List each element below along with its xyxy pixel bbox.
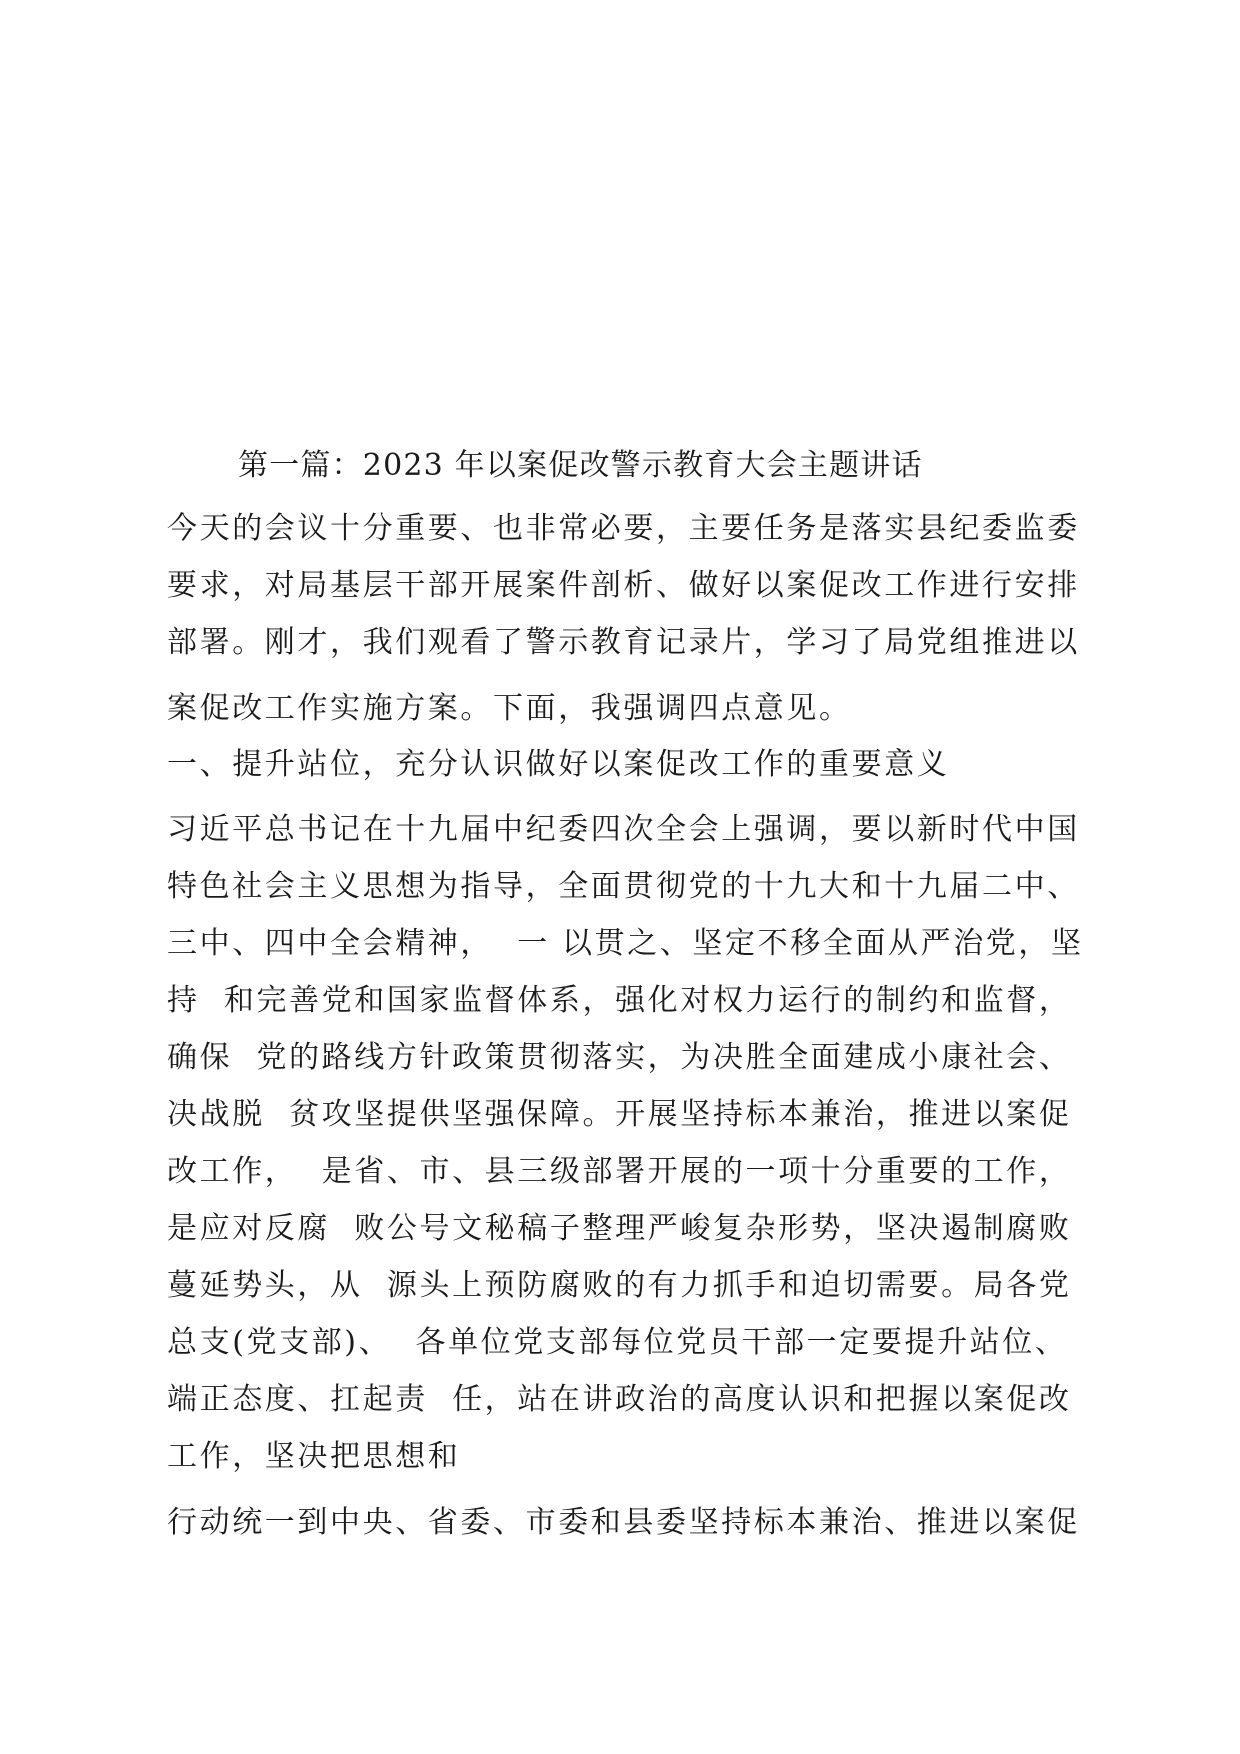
paragraph-line: 总支(党支部)、 各单位党支部每位党员干部一定要提升站位、 — [167, 1325, 1068, 1360]
paragraph-line: 部署。刚才，我们观看了警示教育记录片，学习了局党组推进以 — [167, 625, 1080, 660]
section-heading: 一、提升站位，充分认识做好以案促改工作的重要意义 — [167, 747, 950, 782]
paragraph-line: 三中、四中全会精神， 一 以贯之、坚定不移全面从严治党，坚 — [167, 926, 1084, 961]
paragraph-line: 工作，坚决把思想和 — [167, 1439, 461, 1474]
paragraph-line: 案促改工作实施方案。下面，我强调四点意见。 — [167, 691, 852, 726]
paragraph-line: 决战脱 贫攻坚提供坚强保障。开展坚持标本兼治，推进以案促 — [167, 1097, 1072, 1132]
paragraph-line: 确保 党的路线方针政策贯彻落实，为决胜全面建成小康社会、 — [167, 1040, 1072, 1075]
paragraph-line: 改工作， 是省、市、县三级部署开展的一项十分重要的工作， — [167, 1154, 1072, 1189]
paragraph-line: 是应对反腐 败公号文秘稿子整理严峻复杂形势，坚决遏制腐败 — [167, 1211, 1072, 1246]
paragraph-line: 特色社会主义思想为指导，全面贯彻党的十九大和十九届二中、 — [167, 869, 1080, 904]
paragraph-line: 持 和完善党和国家监督体系，强化对权力运行的制约和监督， — [167, 983, 1072, 1018]
paragraph-line: 今天的会议十分重要、也非常必要，主要任务是落实县纪委监委 — [167, 511, 1080, 546]
paragraph-line: 端正态度、扛起责 任，站在讲政治的高度认识和把握以案促改 — [167, 1382, 1072, 1417]
paragraph-line: 要求，对局基层干部开展案件剖析、做好以案促改工作进行安排 — [167, 568, 1080, 603]
paragraph-line: 习近平总书记在十九届中纪委四次全会上强调，要以新时代中国 — [167, 812, 1080, 847]
document-title: 第一篇：2023 年以案促改警示教育大会主题讲话 — [238, 448, 923, 483]
paragraph-line: 蔓延势头，从 源头上预防腐败的有力抓手和迫切需要。局各党 — [167, 1268, 1072, 1303]
paragraph-line: 行动统一到中央、省委、市委和县委坚持标本兼治、推进以案促 — [167, 1505, 1080, 1540]
